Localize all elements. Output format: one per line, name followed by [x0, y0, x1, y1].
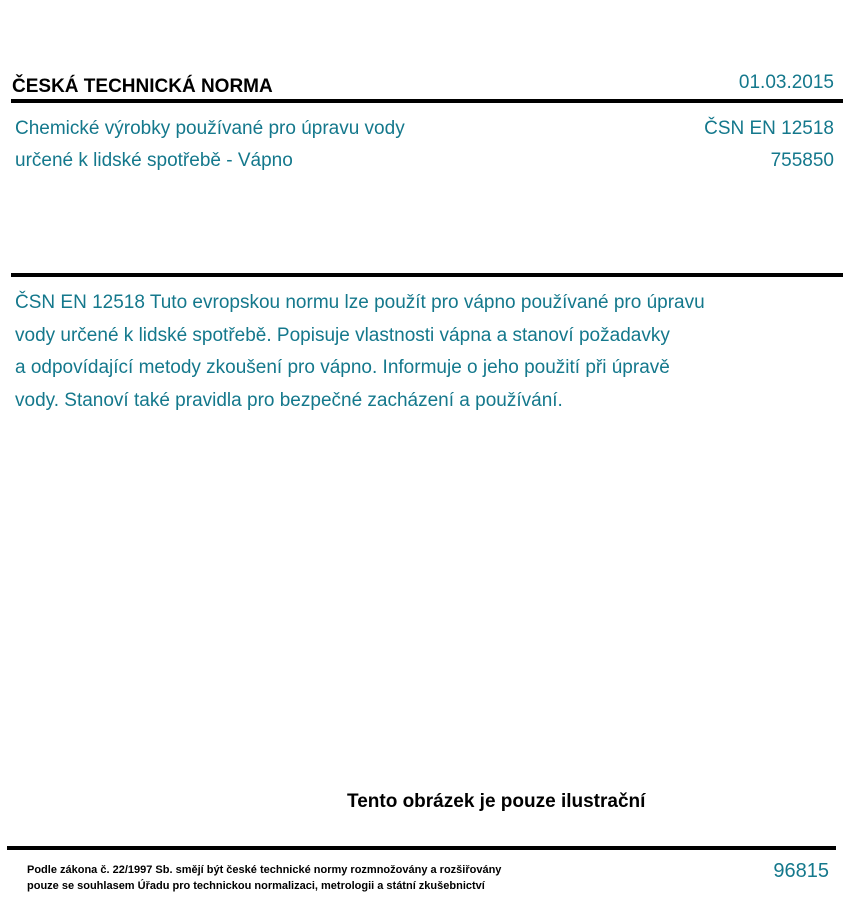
- legal-notice: [27, 862, 501, 894]
- abstract-line: a odpovídající metody zkoušení pro vápno. Informuje o jeho použití při úpravě: [15, 357, 670, 378]
- footer-divider: [7, 846, 836, 850]
- abstract-line: vody určené k lidské spotřebě. Popisuje vlastnosti vápna a stanoví požadavky: [15, 324, 670, 346]
- standard-identifiers: [704, 113, 834, 177]
- legal-notice-line: pouze se souhlasem Úřadu pro technickou normalizaci, metrologii a státní zkušebnictví: [27, 880, 485, 892]
- legal-notice-line: Podle zákona č. 22/1997 Sb. smějí být české technické normy rozmnožovány a rozšiřovány: [27, 864, 502, 876]
- document-title: [15, 113, 405, 177]
- abstract-line: ČSN EN 12518 Tuto evropskou normu lze použít pro vápno používané pro úpravu: [15, 292, 705, 313]
- illustration-note: Tento obrázek je pouze ilustrační: [347, 791, 646, 812]
- header-divider: [11, 99, 843, 103]
- page-title: ČESKÁ TECHNICKÁ NORMA: [12, 76, 273, 97]
- abstract-text: [15, 287, 705, 417]
- document-title-line: Chemické výrobky používané pro úpravu vody: [15, 118, 405, 139]
- document-number: 96815: [773, 860, 829, 882]
- standard-code: ČSN EN 12518: [704, 118, 834, 139]
- section-divider: [11, 273, 843, 277]
- publication-date: 01.03.2015: [738, 72, 834, 93]
- document-title-line: určené k lidské spotřebě - Vápno: [15, 150, 293, 171]
- abstract-line: vody. Stanoví také pravidla pro bezpečné zacházení a používání.: [15, 389, 563, 411]
- classification-number: 755850: [770, 150, 834, 171]
